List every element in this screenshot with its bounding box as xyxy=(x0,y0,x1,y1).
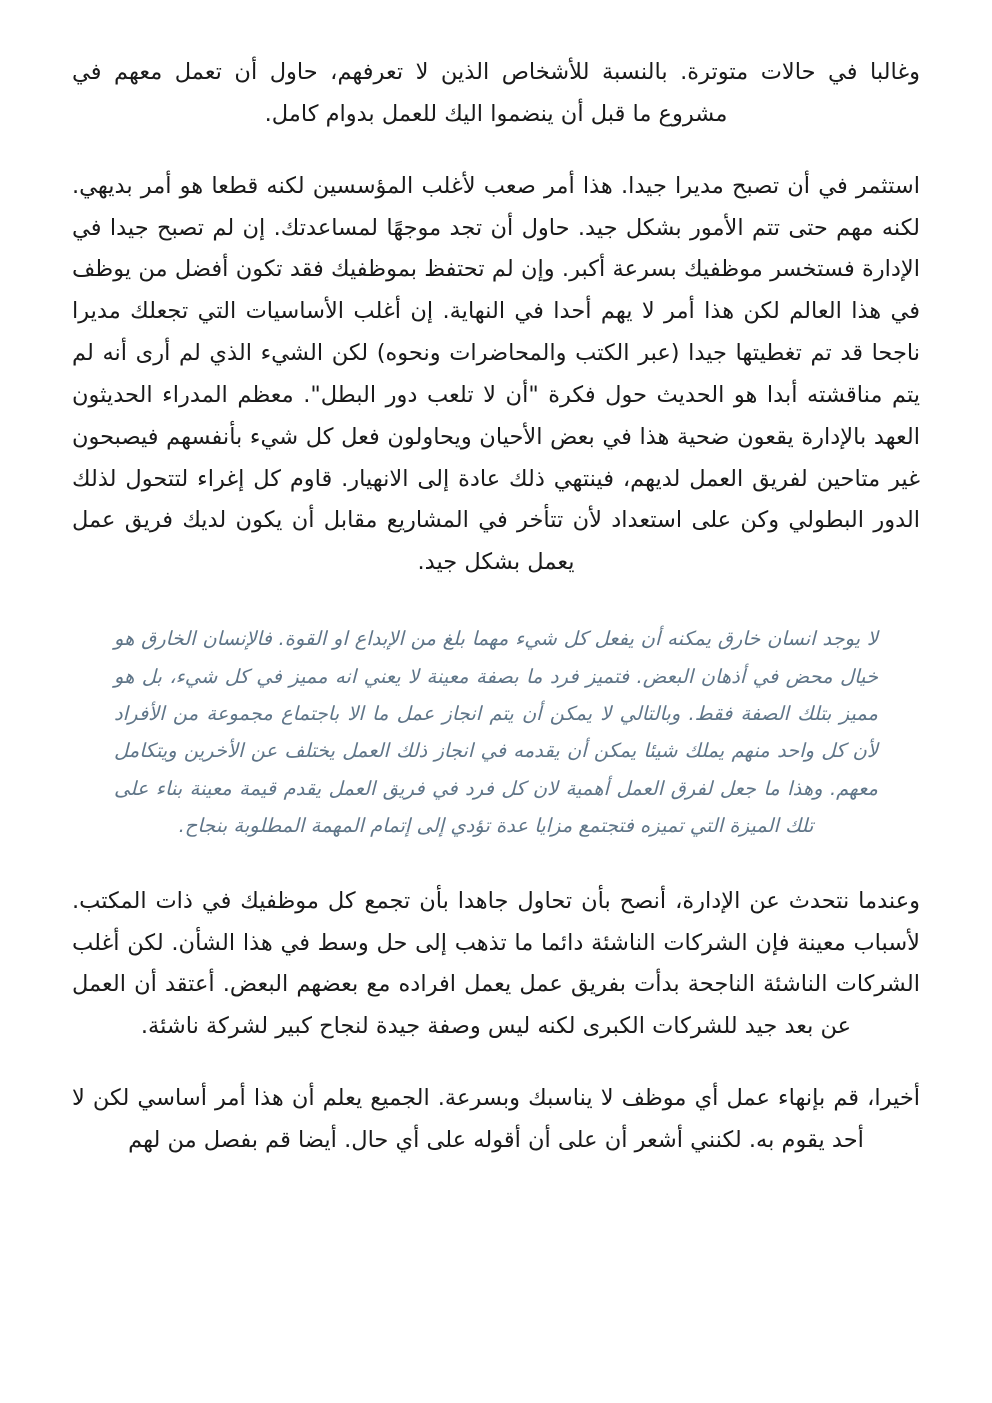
paragraph-3: وعندما نتحدث عن الإدارة، أنصح بأن تحاول جاهدا بأن تجمع كل موظفيك في ذات المكتب. لأسباب معينة فإن الشركات الناشئة دائما ما تذهب إلى حل وسط في هذا الشأن. لكن أغلب الشركات الناشئة الناجحة بدأت بفريق عمل يعمل افراده مع بعضهم البعض. أعتقد أن العمل عن بعد جيد للشركات الكبرى لكنه ليس وصفة جيدة لنجاح كبير لشركة ناشئة. xyxy=(72,887,920,1040)
document-body xyxy=(72,52,920,1162)
blockquote-1: لا يوجد انسان خارق يمكنه أن يفعل كل شيء مهما بلغ من الإبداع او القوة. فالإنسان الخارق هو خيال محض في أذهان البعض. فتميز فرد ما بصفة معينة لا يعني انه مميز في كل شيء، بل هو مميز بتلك الصفة فقط. وبالتالي لا يمكن أن يتم انجاز عمل ما الا باجتماع مجموعة من الأفراد لأن كل واحد منهم يملك شيئا يمكن أن يقدمه في انجاز ذلك العمل يختلف عن الأخرين ويتكامل معهم. وهذا ما جعل لفرق العمل أهمية لان كل فرد في فريق العمل يقدم قيمة معينة بناء على تلك الميزة التي تميزه فتجتمع مزايا عدة تؤدي إلى إتمام المهمة المطلوبة بنجاح. xyxy=(114,627,878,838)
paragraph-2: استثمر في أن تصبح مديرا جيدا. هذا أمر صعب لأغلب المؤسسين لكنه قطعا هو أمر بديهي. لكنه مهم حتى تتم الأمور بشكل جيد. حاول أن تجد موجهًا لمساعدتك. إن لم تصبح جيدا في الإدارة فستخسر موظفيك بسرعة أكبر. وإن لم تحتفظ بموظفيك فقد تكون أفضل من يوظف في هذا العالم لكن هذا أمر لا يهم أحدا في النهاية. إن أغلب الأساسيات التي تجعلك مديرا ناجحا قد تم تغطيتها جيدا (عبر الكتب والمحاضرات ونحوه) لكن الشيء الذي لم أرى أنه لم يتم مناقشته أبدا هو الحديث حول فكرة "أن لا تلعب دور البطل". معظم المدراء الحديثون العهد بالإدارة يقعون ضحية هذا في بعض الأحيان ويحاولون فعل كل شيء بأنفسهم فيصبحون غير متاحين لفريق العمل لديهم، فينتهي ذلك عادة إلى الانهيار. قاوم كل إغراء لتتحول لذلك الدور البطولي وكن على استعداد لأن تتأخر في المشاريع مقابل أن يكون لديك فريق عمل يعمل بشكل جيد. xyxy=(72,172,920,576)
paragraph-4: أخيرا، قم بإنهاء عمل أي موظف لا يناسبك وبسرعة. الجميع يعلم أن هذا أمر أساسي لكن لا أحد يقوم به. لكنني أشعر أن على أن أقوله على أي حال. أيضا قم بفصل من لهم xyxy=(72,1085,920,1153)
paragraph-1: وغالبا في حالات متوترة. بالنسبة للأشخاص الذين لا تعرفهم، حاول أن تعمل معهم في مشروع ما قبل أن ينضموا اليك للعمل بدوام كامل. xyxy=(72,59,920,127)
